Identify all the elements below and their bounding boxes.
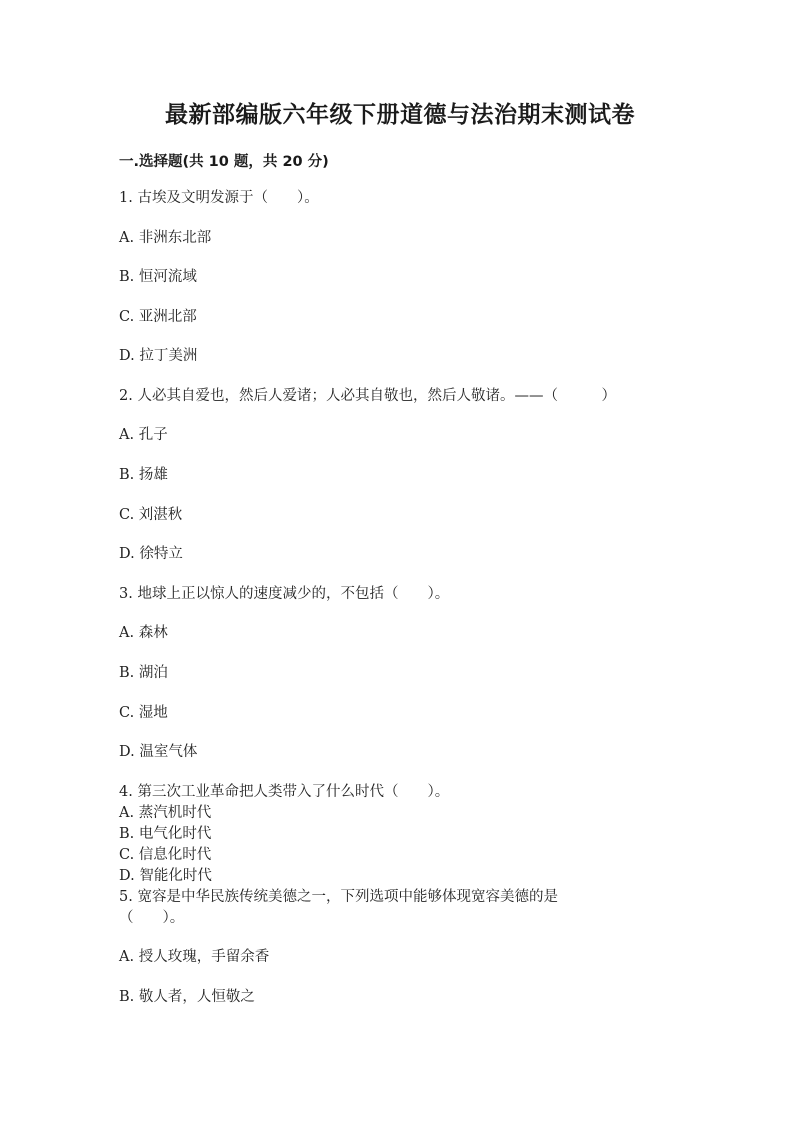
question-1-option-c: C. 亚洲北部 <box>119 309 197 325</box>
question-1-stem: 1. 古埃及文明发源于（ ）。 <box>119 190 319 206</box>
question-5-stem-continuation: （ ）。 <box>119 910 185 926</box>
question-3-option-c: C. 湿地 <box>119 705 168 721</box>
question-2-option-a: A. 孔子 <box>119 427 168 443</box>
page-title: 最新部编版六年级下册道德与法治期末测试卷 <box>165 102 635 128</box>
question-5-stem: 5. 宽容是中华民族传统美德之一，下列选项中能够体现宽容美德的是 <box>119 889 558 905</box>
question-1-option-b: B. 恒河流域 <box>119 269 197 285</box>
question-2-stem: 2. 人必其自爱也，然后人爱诸；人必其自敬也，然后人敬诸。——（ ） <box>119 388 616 404</box>
question-1-option-a: A. 非洲东北部 <box>119 230 212 246</box>
question-3-option-a: A. 森林 <box>119 625 168 641</box>
question-3-stem: 3. 地球上正以惊人的速度减少的，不包括（ ）。 <box>119 586 450 602</box>
question-5-option-a: A. 授人玫瑰，手留余香 <box>119 949 270 965</box>
question-5-option-b: B. 敬人者，人恒敬之 <box>119 989 255 1005</box>
question-4-option-c: C. 信息化时代 <box>119 847 212 863</box>
question-2-option-c: C. 刘湛秋 <box>119 507 183 523</box>
question-3-option-d: D. 温室气体 <box>119 744 198 760</box>
question-1-option-d: D. 拉丁美洲 <box>119 348 198 364</box>
question-4-option-a: A. 蒸汽机时代 <box>119 805 212 821</box>
question-4-option-d: D. 智能化时代 <box>119 868 212 884</box>
section-heading: 一.选择题(共 10 题，共 20 分) <box>119 154 329 170</box>
question-2-option-b: B. 扬雄 <box>119 467 168 483</box>
question-2-option-d: D. 徐特立 <box>119 546 183 562</box>
question-4-option-b: B. 电气化时代 <box>119 826 212 842</box>
question-4-stem: 4. 第三次工业革命把人类带入了什么时代（ ）。 <box>119 784 450 800</box>
question-3-option-b: B. 湖泊 <box>119 665 168 681</box>
